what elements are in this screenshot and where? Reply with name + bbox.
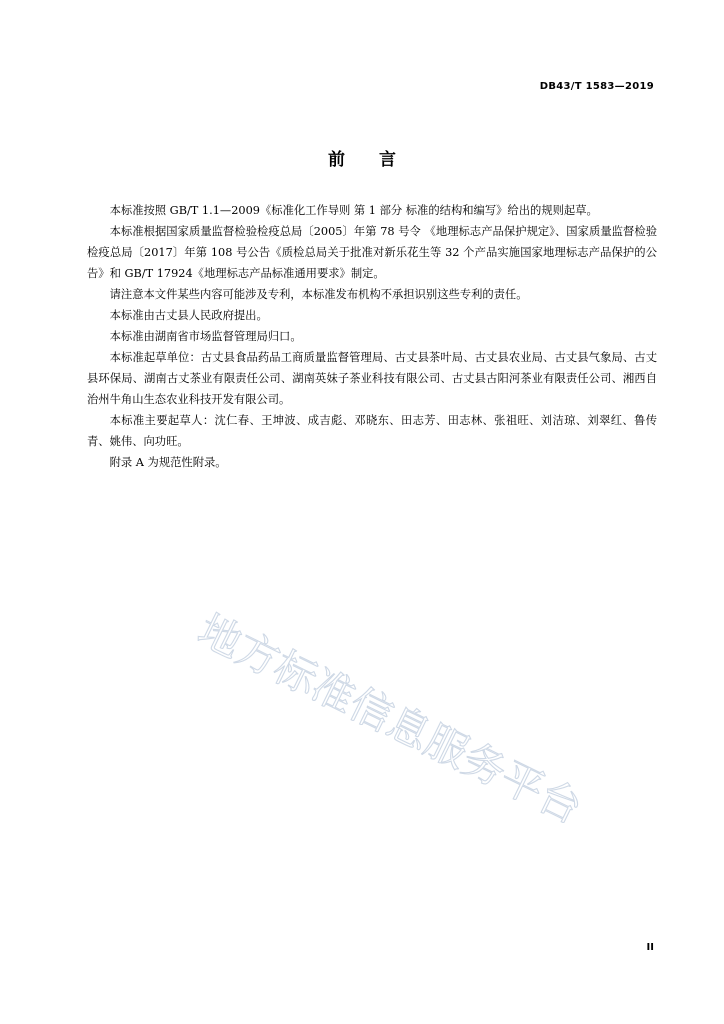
paragraph-patent-notice: 请注意本文件某些内容可能涉及专利，本标准发布机构不承担识别这些专利的责任。: [109, 288, 528, 301]
paragraph-administrator: 本标准由湖南省市场监督管理局归口。: [109, 330, 302, 343]
page-number: II: [646, 942, 654, 953]
paragraph-drafting-rules: 本标准按照 GB/T 1.1—2009《标准化工作导则 第 1 部分 标准的结构和编写》给出的规则起草。: [109, 204, 598, 217]
page-title: 前 言: [328, 150, 410, 170]
watermark-text: 地方标准信息服务平台: [190, 604, 590, 834]
paragraph-basis: 本标准根据国家质量监督检验检疫总局〔2005〕年第 78 号令 《地理标志产品保护规定》、国家质量监督检验检疫总局〔2017〕年第 108 号公告《质检总局关于批准对新乐花生等 32 个产品实施国家地理标志产品保护的公告》和 GB/T 17924《地理标志产品标准通用要求》制定。: [87, 225, 657, 280]
paragraph-drafters: 本标准主要起草人：沈仁春、王坤波、成吉彪、邓晓东、田志芳、田志林、张祖旺、刘洁琼、刘翠红、鲁传青、姚伟、向功旺。: [87, 414, 657, 448]
paragraph-proposer: 本标准由古丈县人民政府提出。: [109, 309, 268, 322]
foreword-body: [87, 200, 657, 473]
standard-code: DB43/T 1583—2019: [539, 81, 654, 92]
paragraph-drafting-units: 本标准起草单位：古丈县食品药品工商质量监督管理局、古丈县茶叶局、古丈县农业局、古丈县气象局、古丈县环保局、湖南古丈茶业有限责任公司、湖南英妹子茶业科技有限公司、古丈县古阳河茶业有限责任公司、湘西自治州牛角山生态农业科技开发有限公司。: [87, 351, 657, 406]
paragraph-appendix: 附录 A 为规范性附录。: [109, 456, 227, 469]
watermark: [185, 600, 655, 860]
